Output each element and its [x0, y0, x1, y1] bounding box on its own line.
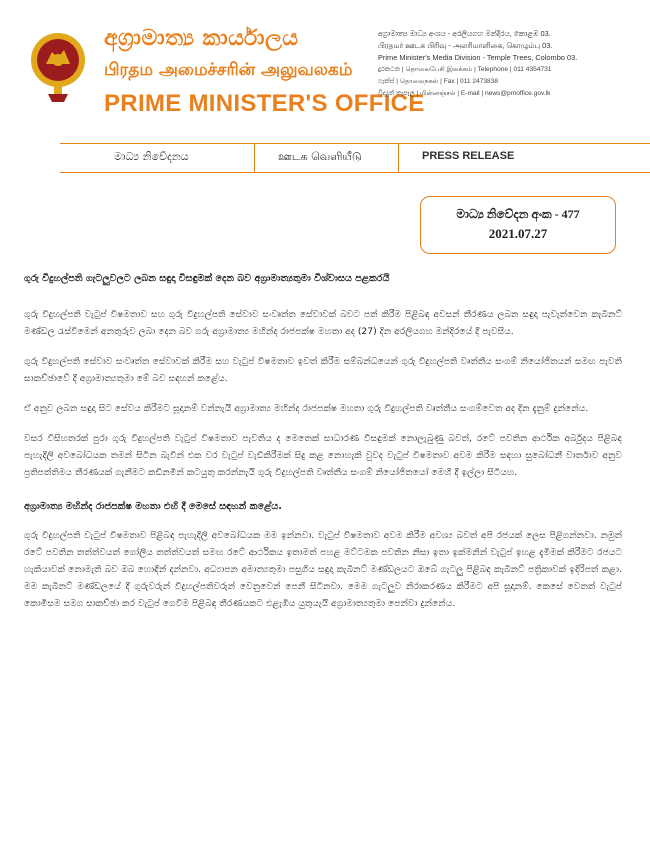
- contact-fax: ෆැක්ස් | தொலைநகல் | Fax | 011 2473838: [378, 78, 499, 85]
- band-divider: [254, 144, 255, 172]
- office-name-sinhala: අග්‍රාමාත්‍ය කාර්යාලය: [104, 26, 299, 51]
- office-name-english: PRIME MINISTER'S OFFICE: [104, 90, 425, 117]
- release-number-box: [420, 196, 616, 254]
- press-release-band: [60, 143, 650, 173]
- band-label-sinhala: මාධ්‍ය නිවේදනය: [114, 150, 189, 163]
- band-label-english: PRESS RELEASE: [422, 150, 515, 162]
- state-emblem-icon: [28, 28, 88, 104]
- contact-line-si: අග්‍රාමාත්‍ය මාධ්‍ය අංශය - අරලියගහ මන්දිරය, කොළඹ 03.: [378, 29, 551, 38]
- subheading: අග්‍රාමාත්‍ය මහින්ද රාජපක්ෂ මහතා එහි දී මෙසේ සඳහන් කළේය.: [24, 501, 282, 512]
- release-body: [24, 272, 622, 625]
- contact-line-ta: பிரதமர் ஊடக பிரிவு - அலரிமாளிகை, கொழும்பு 03.: [378, 41, 553, 50]
- contact-telephone: දුරකථන | தொலைபேசி இலக்கம் | Telephone | 011 4354731: [378, 66, 552, 73]
- office-name-tamil: பிரதம அமைச்சரின் அலுவலகம்: [104, 60, 353, 80]
- contact-line-en: Prime Minister's Media Division - Temple Trees, Colombo 03.: [378, 53, 578, 62]
- paragraph: වසර විසිහතරක් පුරා ගුරු විදුහල්පති වැටුප් විෂමතාව පැවතිය ද මෙතෙක් සාධාරණ විසඳුමක් නොලැබුණු බවත්, රටේ පවතින ආර්ථික අර්බුදය පිළිබඳ පැහැදිලි අවබෝධයක තමන් සිටින බැවින් එක වර වැටුප් වැඩිකිරීමක් සිදු කළ නොහැකි වුවද වැටුප් විෂමතාව අවම කිරීම සඳහා සුබෝධනී වාර්තාව අනුව ප්‍රතිපත්තිමය තීරණයක් ගැනීමට කඩිනමින් කටයුතු කරන්නැයි ගුරු විදුහල්පති වෘත්තීය සංගම් නියෝජිතයෝ මෙහි දී ඉල්ලා සිටියහ.: [24, 433, 622, 478]
- band-divider: [398, 144, 399, 172]
- headline: ගුරු විදුහල්පති ගැටලුවලට ලබන සඳුදා විසඳුමක් දෙන බව අග්‍රාමාත්‍යතුමා විශ්වාසය පළකරයි: [24, 273, 390, 284]
- contact-block: [378, 28, 646, 100]
- paragraph: ඒ අනුව ලබන සඳුදා සිට සේවය කිරීමට සූදානම් වන්නැයි අග්‍රාමාත්‍ය මහින්ද රාජපක්ෂ මහතා ගුරු විදුහල්පති වෘත්තීය සංගම්වෙත අද දින දැනුම් දුන්නේය.: [24, 403, 589, 414]
- paragraph: ගුරු විදුහල්පති වැටුප් විෂමතාව සහ ගුරු විදුහල්පති සේවාව සංවෘත්ත සේවාවක් බවට පත් කිරීම පිළිබඳ අවසන් තීරණය ලබන සඳුදා පැවැත්වෙන කැබිනට් මණ්ඩල රැස්වීමෙන් අනතුරුව ලබා දෙන බව ගරු අග්‍රාමාත්‍ය මහින්ද රාජපක්ෂ මහතා අද (27) දින අරලියගහ මන්දිරයේ දී පැවසීය.: [24, 309, 622, 337]
- paragraph: ගුරු විදුහල්පති සේවාව සංවෘත්ත සේවාවක් කිරීම සහ වැටුප් විෂමතාව ඉවත් කිරීම සම්බන්ධයෙන් ගුරු විදුහල්පති වෘත්තීය සංගම් නියෝජිතයන් සමඟ පැවති සාකච්ඡාවේ දී අග්‍රාමාත්‍යතුමා මේ බව සඳහන් කළේය.: [24, 356, 622, 384]
- release-number: මාධ්‍ය නිවේදන අංක - 477: [456, 207, 580, 221]
- band-label-tamil: ஊடக வெளியீடு: [278, 150, 362, 163]
- contact-email: විද්‍යුත් තැපෑල | மின்னஞ்சல் | E-mail | news@pmoffice.gov.lk: [378, 90, 551, 97]
- letterhead: [0, 0, 650, 150]
- paragraph: ගුරු විදුහල්පති වැටුප් විෂමතාව පිළිබඳ පැහැදිලි අවබෝධයක මම ඉන්නවා. වැටුප් විෂමතාව අවම කිරීම අවශ්‍ය බවත් අපි රජයක් ලෙස පිළිගන්නවා. නමුත් රටේ පවතින තත්ත්වයත් ගෝලීය තත්ත්වයත් සමඟ රටේ ආර්ථිකය ඉතාමත් පහළ මට්ටමක පවතින නිසා ඉතා ඉක්මනින් වැටුප් ඉහළ දැමීමක් කිරීමට රජයට හැකියාවක් නොමැති බව ඔබ හොඳින් දන්නවා. අධ්‍යාපන අමාත්‍යතුමා පසුගිය සඳුදා කැබිනට් මණ්ඩලයට ඔබේ ගැටලු පිළිබඳ කැබිනට් පත්‍රිකාවක් ඉදිරිපත් කළා. මම කැබිනට් මණ්ඩලයේ දී ගුරුවරුන් විදුහල්පතිවරුන් වෙනුවෙන් පෙනී සිටිනවා. මෙම ගැටලුව නිරාකරණය කිරීමට අපි සූදානම්. කෙසේ වෙතත් වැටුප් කොමිසම සමග සාකච්ඡා කර වැටුප් ගෙවීම පිළිබඳ තීරණයකට එළැඹිය යුතුයැයි අග්‍රාමාත්‍යතුමා පෙන්වා දුන්නේය.: [24, 530, 622, 609]
- release-date: 2021.07.27: [488, 226, 548, 241]
